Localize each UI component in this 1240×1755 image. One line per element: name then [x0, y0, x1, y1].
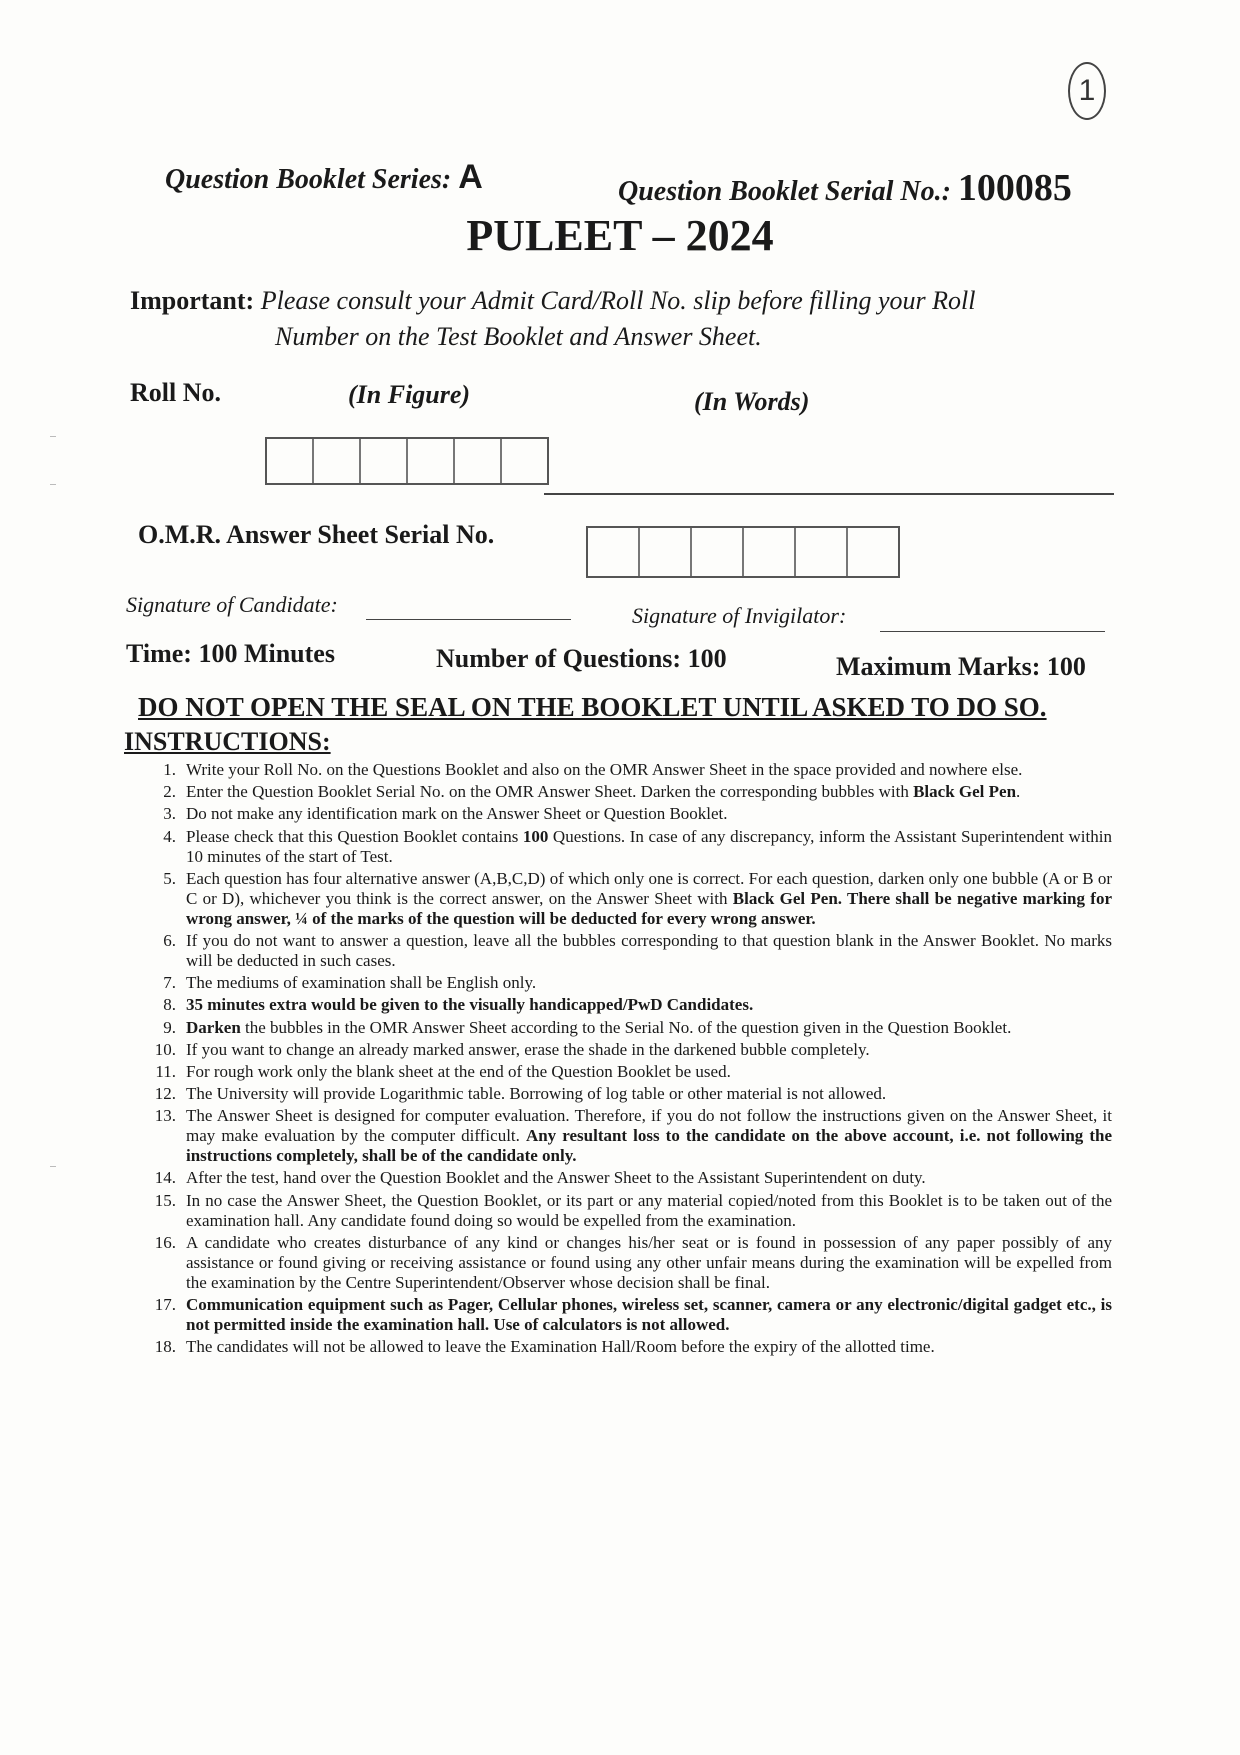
margin-mark: [50, 1166, 56, 1167]
instruction-text-part: Write your Roll No. on the Questions Booklet and also on the OMR Answer Sheet in the space provided and nowhere else.: [186, 760, 1023, 779]
instruction-text: [186, 804, 1112, 824]
instruction-number: 6.: [163, 930, 176, 950]
instruction-number: 13.: [154, 1106, 176, 1126]
instruction-item: [142, 973, 1112, 993]
signature-candidate-label: Signature of Candidate:: [126, 592, 338, 617]
signature-invigilator-line[interactable]: [880, 631, 1105, 632]
important-note: [130, 283, 1140, 355]
instructions-heading: INSTRUCTIONS:: [124, 727, 331, 756]
instruction-number: 2.: [163, 782, 176, 802]
instruction-text-part: For rough work only the blank sheet at the end of the Question Booklet be used.: [186, 1061, 731, 1081]
instruction-number: 14.: [154, 1168, 176, 1188]
instruction-item: [142, 804, 1112, 824]
instruction-item: [142, 827, 1112, 867]
instruction-item: [142, 1040, 1112, 1060]
roll-in-words-label: (In Words): [694, 387, 810, 416]
instruction-text-part: In no case the Answer Sheet, the Question Booklet, or its part or any material copied/noted from this Booklet is to be taken out of the examination hall. Any candidate found doing so would be expelled from the examination.: [186, 1190, 1112, 1230]
instruction-number: 9.: [163, 1017, 176, 1037]
instruction-number: 8.: [163, 995, 176, 1015]
instruction-text-part: 100: [522, 826, 549, 846]
roll-no-label: Roll No.: [130, 378, 221, 407]
series-value: A: [458, 158, 483, 196]
instruction-number: 17.: [154, 1295, 176, 1314]
instruction-text: [186, 1233, 1112, 1293]
instruction-item: [142, 1233, 1112, 1293]
page-number-text: 1: [1078, 74, 1096, 107]
omr-serial-boxes[interactable]: [586, 526, 900, 578]
exam-title: PULEET – 2024: [466, 211, 774, 260]
page-number: [1068, 62, 1106, 120]
instruction-item: [142, 931, 1112, 971]
instruction-text: [186, 827, 1112, 867]
instruction-text-part: Questions. In case of any discrepancy, inform the Assistant Superintendent within 10 minutes of the start of Test.: [186, 826, 1112, 866]
instruction-text-part: Each question has four alternative answer (A,B,C,D) of which only one is correct. For each question, darken only one bubble (A or B or C or D), whichever you think is the correct answer, on the Answer Sheet with: [186, 868, 1112, 908]
digit-box[interactable]: [692, 528, 744, 576]
seal-warning: DO NOT OPEN THE SEAL ON THE BOOKLET UNTIL ASKED TO DO SO.: [138, 692, 1047, 722]
instruction-item: [142, 782, 1112, 802]
series-label: Question Booklet Series:: [165, 164, 452, 195]
digit-box[interactable]: [588, 528, 640, 576]
margin-mark: [50, 484, 56, 485]
instruction-number: 3.: [163, 804, 176, 824]
instruction-item: [142, 1191, 1112, 1231]
instruction-number: 12.: [154, 1084, 176, 1104]
instruction-text-part: A candidate who creates disturbance of any kind or changes his/her seat or is found in possession of any paper possibly of any assistance or found giving or receiving assistance or found using any other unfair means during the examination will be expelled from the examination by the Centre Superintendent/Observer whose decision shall be final.: [186, 1232, 1112, 1292]
signature-candidate-line[interactable]: [366, 619, 571, 620]
instruction-text: [186, 1337, 1112, 1357]
instruction-number: 7.: [163, 973, 176, 993]
omr-serial-label: O.M.R. Answer Sheet Serial No.: [138, 520, 495, 549]
instruction-item: [142, 1295, 1112, 1335]
digit-box[interactable]: [361, 439, 408, 483]
instruction-text-part: The University will provide Logarithmic table. Borrowing of log table or other material is not allowed.: [186, 1084, 887, 1104]
instruction-text-part: the bubbles in the OMR Answer Sheet according to the Serial No. of the question given in the Question Booklet.: [240, 1017, 1012, 1037]
instruction-item: [142, 1106, 1112, 1166]
instruction-item: [142, 1168, 1112, 1188]
instruction-number: 18.: [154, 1337, 176, 1357]
instruction-number: 4.: [163, 826, 176, 846]
digit-box[interactable]: [640, 528, 692, 576]
instruction-text: [186, 1168, 1112, 1188]
instruction-text-part: Black Gel Pen: [913, 782, 1017, 802]
instruction-item: [142, 1018, 1112, 1038]
important-line-1: Please consult your Admit Card/Roll No. slip before filling your Roll: [260, 286, 976, 315]
instruction-text-part: The candidates will not be allowed to leave the Examination Hall/Room before the expiry of the allotted time.: [186, 1337, 935, 1357]
instruction-item: [142, 1084, 1112, 1104]
instruction-text: [186, 1106, 1112, 1166]
important-line-2: Number on the Test Booklet and Answer Sheet.: [275, 322, 762, 351]
number-of-questions: Number of Questions: 100: [436, 644, 727, 673]
instruction-text-part: Please check that this Question Booklet contains: [186, 826, 523, 846]
instruction-item: [142, 1337, 1112, 1357]
instruction-text: [186, 1018, 1112, 1038]
exam-time: Time: 100 Minutes: [126, 639, 335, 668]
instruction-text-part: Darken: [186, 1017, 241, 1037]
roll-in-figure-label: (In Figure): [348, 380, 471, 409]
instruction-text: [186, 931, 1112, 971]
instruction-number: 10.: [154, 1039, 176, 1059]
instruction-text: [186, 995, 1112, 1015]
instruction-text: [186, 1062, 1112, 1082]
booklet-serial: [618, 166, 1072, 210]
instruction-text-part: Do not make any identification mark on the Answer Sheet or Question Booklet.: [186, 804, 728, 824]
booklet-series: [165, 158, 483, 197]
digit-box[interactable]: [314, 439, 361, 483]
roll-number-boxes[interactable]: [265, 437, 549, 485]
instruction-text: [186, 1295, 1112, 1335]
instruction-number: 11.: [155, 1061, 176, 1081]
digit-box[interactable]: [848, 528, 898, 576]
instruction-item: [142, 760, 1112, 780]
instruction-item: [142, 869, 1112, 929]
signature-invigilator-label: Signature of Invigilator:: [632, 603, 847, 628]
instruction-number: 5.: [163, 868, 176, 888]
instruction-item: [142, 1062, 1112, 1082]
instruction-text: [186, 1084, 1112, 1104]
roll-in-words-line[interactable]: [544, 493, 1114, 495]
instruction-text-part: After the test, hand over the Question Booklet and the Answer Sheet to the Assistant Superintendent on duty.: [186, 1168, 926, 1188]
instruction-text: [186, 1040, 1112, 1060]
instruction-text-part: If you do not want to answer a question, leave all the bubbles corresponding to that question blank in the Answer Booklet. No marks will be deducted in such cases.: [186, 930, 1112, 970]
instruction-number: 15.: [154, 1190, 176, 1210]
instruction-number: 1.: [163, 760, 176, 779]
instruction-text-part: The mediums of examination shall be English only.: [186, 973, 537, 993]
instruction-text: [186, 782, 1112, 802]
instruction-text: [186, 760, 1112, 780]
instruction-text-part: Communication equipment such as Pager, Cellular phones, wireless set, scanner, camera or any electronic/digital gadget etc., is not permitted inside the examination hall. Use of calculators is not allowed.: [186, 1295, 1112, 1334]
instruction-text: [186, 869, 1112, 929]
serial-label: Question Booklet Serial No.:: [618, 176, 951, 207]
digit-box[interactable]: [455, 439, 502, 483]
maximum-marks: Maximum Marks: 100: [836, 652, 1086, 681]
digit-box[interactable]: [267, 439, 314, 483]
digit-box[interactable]: [796, 528, 848, 576]
instructions-list: [142, 760, 1112, 1359]
instruction-text-part: 35 minutes extra would be given to the visually handicapped/PwD Candidates.: [186, 995, 754, 1015]
instruction-text-part: If you want to change an already marked answer, erase the shade in the darkened bubble completely.: [186, 1039, 870, 1059]
instruction-text-part: Black Gel Pen. There shall be negative marking for wrong answer, ¼ of the marks of the question will be deducted for every wrong answer.: [186, 888, 1112, 928]
digit-box[interactable]: [502, 439, 547, 483]
instruction-item: [142, 995, 1112, 1015]
instruction-text-part: Enter the Question Booklet Serial No. on the OMR Answer Sheet. Darken the corresponding bubbles with: [186, 782, 914, 802]
instruction-text: [186, 973, 1112, 993]
instruction-text: [186, 1191, 1112, 1231]
instruction-number: 16.: [154, 1232, 176, 1252]
instruction-text-part: .: [1016, 782, 1021, 802]
instruction-text-part: Any resultant loss to the candidate on the above account, i.e. not following the instructions completely, shall be of the candidate only.: [186, 1126, 1112, 1166]
margin-mark: [50, 436, 56, 437]
instruction-text-part: The Answer Sheet is designed for computer evaluation. Therefore, if you do not follow the instructions given on the Answer Sheet, it may make evaluation by the computer difficult.: [186, 1106, 1112, 1146]
digit-box[interactable]: [408, 439, 455, 483]
digit-box[interactable]: [744, 528, 796, 576]
serial-value: 100085: [957, 167, 1072, 209]
important-label: Important:: [130, 286, 255, 315]
